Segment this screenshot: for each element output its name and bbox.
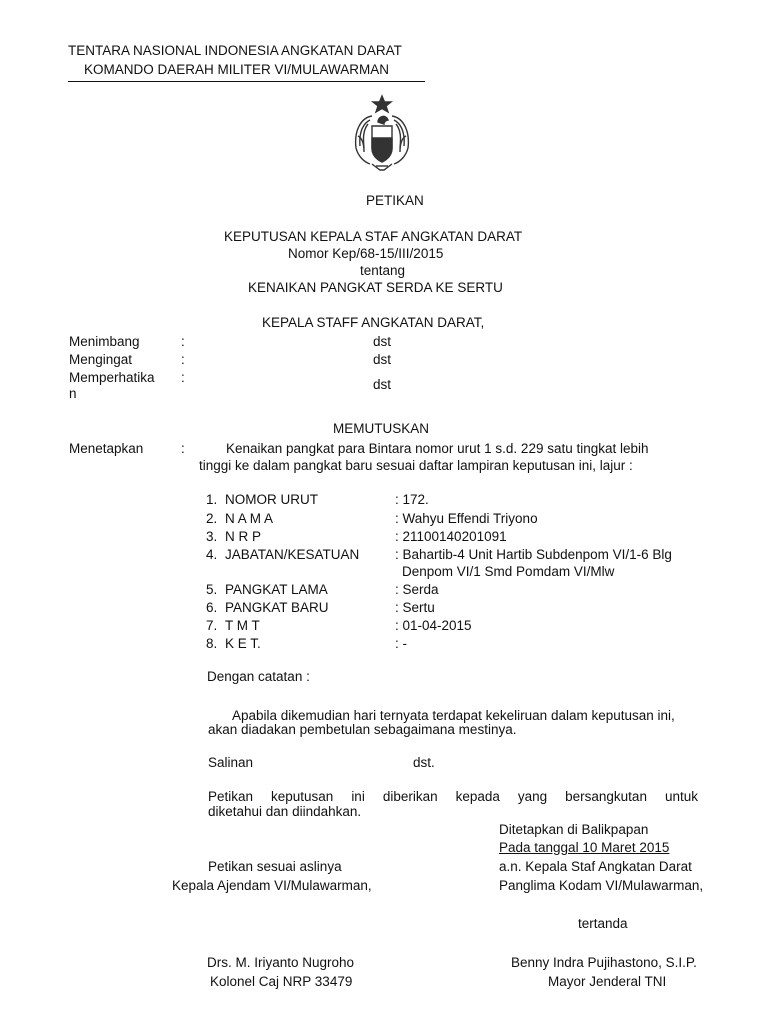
decree-number: Nomor Kep/68-15/III/2015 <box>288 246 444 261</box>
issued-place: Ditetapkan di Balikpapan <box>499 822 649 837</box>
decree-subject: KENAIKAN PANGKAT SERDA KE SERTU <box>248 280 503 295</box>
item-value: : 172. <box>395 492 429 507</box>
item-number: 1. <box>206 492 218 507</box>
item-label: N A M A <box>225 511 274 526</box>
right-sign-heading: a.n. Kepala Staf Angkatan Darat <box>499 859 692 874</box>
item-value-cont: Denpom VI/1 Smd Pomdam VI/Mlw <box>402 564 615 579</box>
item-label: T M T <box>225 618 260 633</box>
consideration-label-wrap: n <box>69 386 77 401</box>
decision-heading: MEMUTUSKAN <box>333 421 430 436</box>
kodam-mulawarman-emblem-icon <box>350 92 414 174</box>
item-number: 6. <box>206 600 218 615</box>
item-label: N R P <box>225 529 262 544</box>
command-name: KOMANDO DAERAH MILITER VI/MULAWARMAN <box>84 62 390 77</box>
consideration-label: Mengingat <box>69 352 133 367</box>
item-number: 3. <box>206 529 218 544</box>
distribution-word: keputusan <box>271 789 334 804</box>
distribution-word: untuk <box>664 789 698 804</box>
item-label: PANGKAT BARU <box>225 600 329 615</box>
distribution-word: ini <box>351 789 365 804</box>
left-sign-office: Kepala Ajendam VI/Mulawarman, <box>172 878 372 893</box>
decree-title: KEPUTUSAN KEPALA STAF ANGKATAN DARAT <box>224 229 523 244</box>
distribution-word: diberikan <box>382 789 438 804</box>
item-value: : Serda <box>395 582 439 597</box>
right-sign-office: Panglima Kodam VI/Mulawarman, <box>499 878 704 893</box>
item-value: : Bahartib-4 Unit Hartib Subdenpom VI/1-6 Blg <box>395 547 672 562</box>
item-value: : Wahyu Effendi Triyono <box>395 511 538 526</box>
institution-name: TENTARA NASIONAL INDONESIA ANGKATAN DARAT <box>68 43 402 58</box>
consideration-value: dst <box>373 334 392 349</box>
item-number: 8. <box>206 636 218 651</box>
copy-value: dst. <box>413 755 435 770</box>
item-label: JABATAN/KESATUAN <box>225 547 360 562</box>
item-value: : - <box>395 636 407 651</box>
left-sign-name: Drs. M. Iriyanto Nugroho <box>207 955 355 970</box>
item-number: 4. <box>206 547 218 562</box>
item-number: 7. <box>206 618 218 633</box>
consideration-colon: : <box>181 352 185 367</box>
issued-date: Pada tanggal 10 Maret 2015 <box>499 840 670 855</box>
copy-label: Salinan <box>208 755 254 770</box>
authority-heading: KEPALA STAFF ANGKATAN DARAT, <box>262 315 485 330</box>
item-number: 5. <box>206 582 218 597</box>
header-underline <box>68 81 425 82</box>
consideration-value: dst <box>373 352 392 367</box>
consideration-colon: : <box>181 334 185 349</box>
decision-text: Kenaikan pangkat para Bintara nomor urut 1 s.d. 229 satu tingkat lebih <box>226 441 649 456</box>
consideration-label: Memperhatika <box>69 370 155 385</box>
distribution-word: yang <box>517 789 548 804</box>
item-value: : Sertu <box>395 600 435 615</box>
decision-label: Menetapkan <box>69 441 144 456</box>
consideration-label: Menimbang <box>69 334 140 349</box>
distribution-word: bersangkutan <box>565 789 647 804</box>
consideration-value: dst <box>373 377 392 392</box>
distribution-text-cont: diketahui dan diindahkan. <box>208 804 362 819</box>
consideration-colon: : <box>181 370 185 385</box>
item-label: PANGKAT LAMA <box>225 582 328 597</box>
item-label: NOMOR URUT <box>225 492 318 507</box>
distribution-text <box>208 789 698 805</box>
note-text-cont: akan diadakan pembetulan sebagaimana mestinya. <box>208 722 517 737</box>
note-text: Apabila dikemudian hari ternyata terdapat kekeliruan dalam keputusan ini, <box>232 708 675 723</box>
distribution-word: kepada <box>455 789 500 804</box>
decision-text-cont: tinggi ke dalam pangkat baru sesuai daftar lampiran keputusan ini, lajur : <box>199 458 633 473</box>
item-value: : 21100140201091 <box>395 529 507 544</box>
distribution-word: Petikan <box>208 789 254 804</box>
right-sign-name: Benny Indra Pujihastono, S.I.P. <box>511 955 697 970</box>
decision-colon: : <box>181 441 185 456</box>
item-value: : 01-04-2015 <box>395 618 472 633</box>
item-number: 2. <box>206 511 218 526</box>
signed-mark: tertanda <box>578 916 628 931</box>
decree-about: tentang <box>360 263 406 278</box>
item-label: K E T. <box>225 636 261 651</box>
right-sign-rank: Mayor Jenderal TNI <box>548 974 667 989</box>
left-sign-rank: Kolonel Caj NRP 33479 <box>210 974 353 989</box>
left-sign-heading: Petikan sesuai aslinya <box>208 859 342 874</box>
document-type: PETIKAN <box>366 193 424 208</box>
note-label: Dengan catatan : <box>207 669 310 684</box>
